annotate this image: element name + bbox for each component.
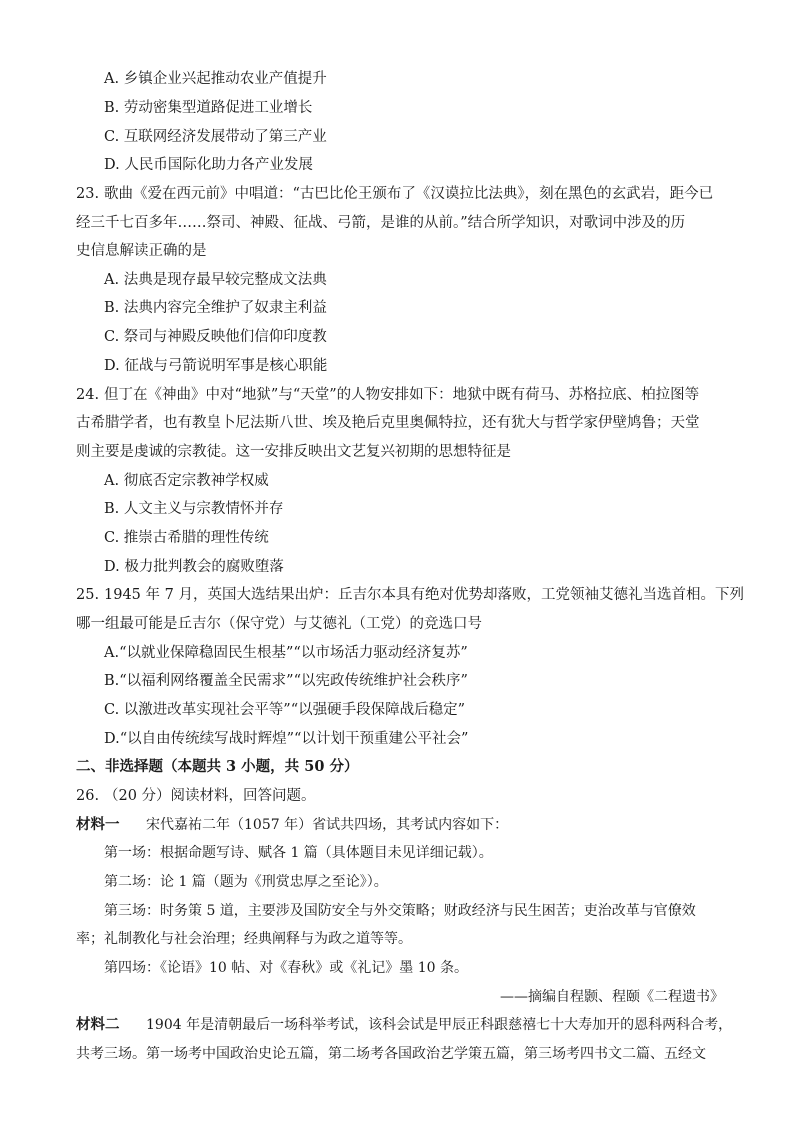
q24-option-b: B. 人文主义与宗教情怀并存	[104, 501, 284, 517]
q23-stem-line-2: 经三千七百多年……祭司、神殿、征战、弓箭，是谁的从前。”结合所学知识，对歌词中涉及的历	[76, 215, 686, 231]
q25-number: 25.	[76, 587, 100, 603]
material-1-line-1: 第一场：根据命题写诗、赋各 1 篇（具体题目未见详细记载）。	[104, 845, 493, 861]
q25-option-a: A.“以就业保障稳固民生根基”“以市场活力驱动经济复苏”	[104, 645, 468, 661]
q24-option-c: C. 推崇古希腊的理性传统	[104, 530, 269, 546]
q24-option-a: A. 彻底否定宗教神学权威	[104, 473, 269, 489]
q23-option-d: D. 征战与弓箭说明军事是核心职能	[104, 358, 328, 374]
material-2-line-2: 共考三场。第一场考中国政治史论五篇，第二场考各国政治艺学策五篇，第三场考四书文二篇、五经文	[76, 1046, 706, 1062]
material-2-line-1: 1904 年是清朝最后一场科举考试，该科会试是甲辰正科跟慈禧七十大寿加开的恩科两科合考，	[146, 1017, 733, 1033]
material-1-line-5: 第四场：《论语》10 帖、对《春秋》或《礼记》墨 10 条。	[104, 960, 468, 976]
q22-option-c: C. 互联网经济发展带动了第三产业	[104, 129, 327, 145]
material-1-line-3: 第三场：时务策 5 道，主要涉及国防安全与外交策略；财政经济与民生困苦；吏治改革与官僚效	[104, 903, 696, 919]
q25-stem-line-2: 哪一组最可能是丘吉尔（保守党）与艾德礼（工党）的竞选口号	[76, 616, 482, 632]
q25-stem-line-1: 1945 年 7 月，英国大选结果出炉：丘吉尔本具有绝对优势却落败，工党领袖艾德礼当选首相。下列	[104, 587, 744, 603]
q26-intro: （20 分）阅读材料，回答问题。	[104, 788, 316, 804]
q23-stem-line-1: 歌曲《爱在西元前》中唱道：“古巴比伦王颁布了《汉谟拉比法典》，刻在黑色的玄武岩，距今已	[104, 186, 714, 202]
q24-number: 24.	[76, 387, 100, 403]
q24-option-d: D. 极力批判教会的腐败堕落	[104, 559, 284, 575]
q24-stem-line-1: 但丁在《神曲》中对“地狱”与“天堂”的人物安排如下：地狱中既有荷马、苏格拉底、柏拉图等	[104, 387, 700, 403]
material-1-label: 材料一	[76, 816, 120, 833]
q25-option-b: B.“以福利网络覆盖全民需求”“以宪政传统维护社会秩序”	[104, 673, 468, 689]
material-1-line-2: 第二场：论 1 篇（题为《刑赏忠厚之至论》）。	[104, 874, 388, 890]
q25-option-d: D.“以自由传统续写战时辉煌”“以计划干预重建公平社会”	[104, 731, 469, 747]
q23-number: 23.	[76, 186, 100, 202]
material-2-label: 材料二	[76, 1016, 120, 1033]
section-2-heading: 二、非选择题（本题共 3 小题，共 50 分）	[76, 758, 359, 775]
q22-option-d: D. 人民币国际化助力各产业发展	[104, 157, 313, 173]
q23-option-c: C. 祭司与神殿反映他们信仰印度教	[104, 329, 327, 345]
q23-stem-line-3: 史信息解读正确的是	[76, 243, 207, 259]
q23-option-b: B. 法典内容完全维护了奴隶主利益	[104, 300, 327, 316]
q22-option-a: A. 乡镇企业兴起推动农业产值提升	[104, 71, 327, 87]
q23-option-a: A. 法典是现存最早较完整成文法典	[104, 272, 327, 288]
q24-stem-line-2: 古希腊学者，也有教皇卜尼法斯八世、埃及艳后克里奥佩特拉，还有犹大与哲学家伊壁鸠鲁；天堂	[76, 415, 700, 431]
material-1-line-4: 率；礼制教化与社会治理；经典阐释与为政之道等等。	[76, 931, 412, 947]
material-1-intro: 宋代嘉祐二年（1057 年）省试共四场，其考试内容如下：	[146, 817, 509, 833]
q22-option-b: B. 劳动密集型道路促进工业增长	[104, 100, 313, 116]
q24-stem-line-3: 则主要是虔诚的宗教徒。这一安排反映出文艺复兴初期的思想特征是	[76, 444, 511, 460]
q25-option-c: C. 以激进改革实现社会平等”“以强硬手段保障战后稳定”	[104, 702, 466, 718]
q26-number: 26.	[76, 788, 100, 804]
material-1-source: ——摘编自程颢、程颐《二程遗书》	[500, 989, 724, 1005]
